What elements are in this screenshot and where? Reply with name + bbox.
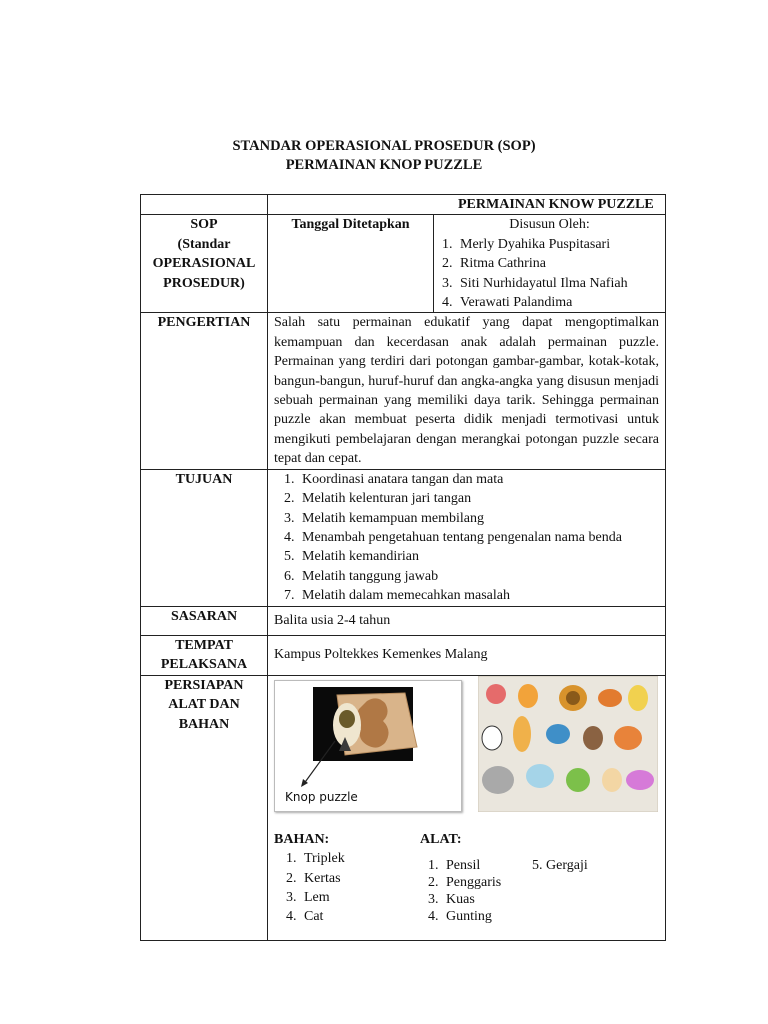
doc-title: STANDAR OPERASIONAL PROSEDUR (SOP) [232,138,536,154]
pengertian-text: Salah satu permainan edukatif yang dapat mengoptimalkan kemampuan dan kecerdasan anak adalah permainan puzzle. Permainan yang terdiri dari potongan gambar-gambar, kotak-kotak, bangun-bangun, huruf-huruf dan angka-angka yang disusun menjadi sebuah permainan yang memiliki daya tarik. Sehingga permainan puzzle akan membuat peserta didik menjadi termotivasi untuk mengikuti pembelajaran dengan merangkai potongan puzzle secara tepat dan cepat. [268,313,666,469]
disusun-oleh: Disusun Oleh: 1. Merly Dyahika Puspitasari 2. Ritma Cathrina 3. Siti Nurhidayatul Ilma Nafiah 4. Verawati Palandima [434,215,666,313]
sop-label: SOP (Standar OPERASIONAL PROSEDUR) [141,215,268,313]
list-item: 5. Melatih kemandirian [298,547,665,566]
alat-section: ALAT: 1. Pensil 2. Penggaris 3. Kuas 4. Gunting 5. Gergaji [420,830,660,925]
list-item: 1. Triplek [300,849,424,868]
sasaran-value: Balita usia 2-4 tahun [268,606,666,635]
list-item: 3. Melatih kemampuan membilang [298,509,665,528]
persiapan-label: PERSIAPAN ALAT DAN BAHAN [141,675,268,940]
list-item: 4. Gunting [442,908,660,925]
list-item: 3. Lem [300,888,424,907]
list-item: 2. Kertas [300,869,424,888]
tujuan-label: TUJUAN [141,469,268,606]
author-item: 2. Ritma Cathrina [456,254,665,273]
list-item: 6. Melatih tanggung jawab [298,567,665,586]
list-item: 3. Kuas [442,891,660,908]
sop-table [140,194,666,941]
author-item: 1. Merly Dyahika Puspitasari [456,235,665,254]
tempat-label: TEMPAT PELAKSANA [141,635,268,675]
table-header: PERMAINAN KNOW PUZZLE [268,195,666,215]
list-item: 1. Pensil [442,857,660,874]
bahan-section: BAHAN: 1. Triplek 2. Kertas 3. Lem 4. Cat [274,830,424,927]
author-item: 4. Verawati Palandima [456,293,665,312]
author-item: 3. Siti Nurhidayatul Ilma Nafiah [456,274,665,293]
persiapan-content [268,675,666,940]
list-item: 1. Koordinasi anatara tangan dan mata [298,470,665,489]
sasaran-label: SASARAN [141,606,268,635]
alat-extra: 5. Gergaji [532,857,588,873]
list-item: 2. Penggaris [442,874,660,891]
tempat-value: Kampus Poltekkes Kemenkes Malang [268,635,666,675]
doc-subtitle: PERMAINAN KNOP PUZZLE [285,157,483,173]
tujuan-list [268,469,666,606]
list-item: 4. Cat [300,907,424,926]
tanggal-ditetapkan: Tanggal Ditetapkan [268,215,434,313]
animal-puzzle-photo [478,676,658,812]
knop-puzzle-photo [274,680,462,812]
list-item: 2. Melatih kelenturan jari tangan [298,489,665,508]
pengertian-label: PENGERTIAN [141,313,268,469]
image-caption: Knop puzzle [285,789,358,804]
list-item: 7. Melatih dalam memecahkan masalah [298,586,665,605]
list-item: 4. Menambah pengetahuan tentang pengenalan nama benda [298,528,665,547]
